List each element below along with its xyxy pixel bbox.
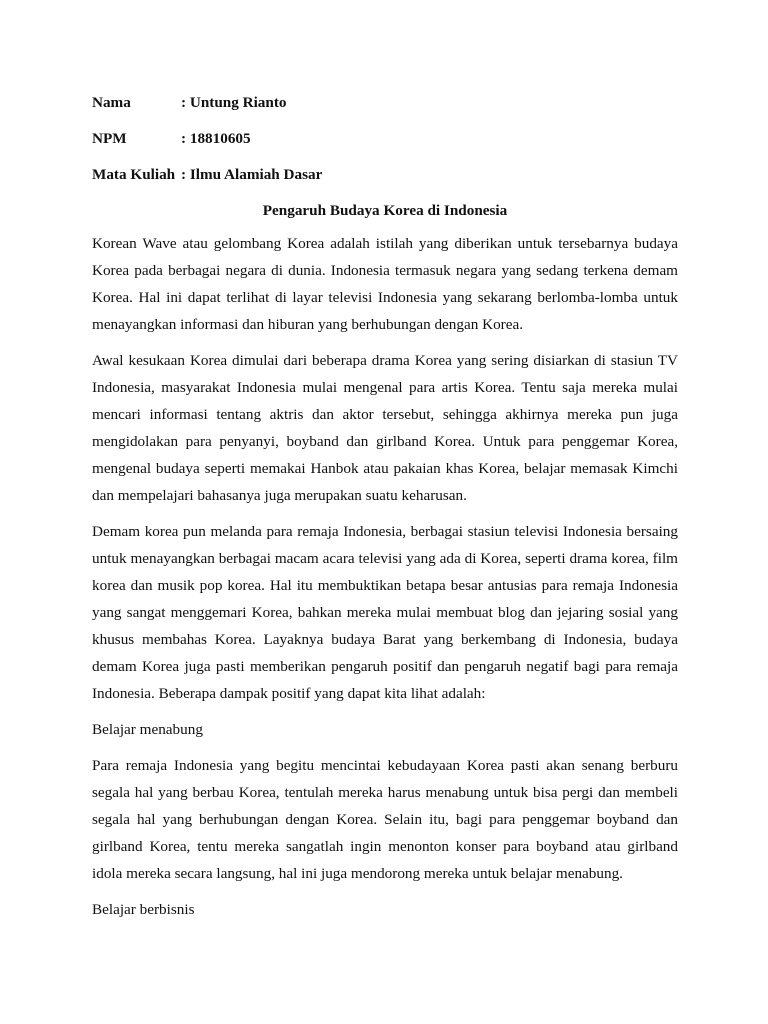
document-page (92, 88, 678, 932)
meta-value-course: : Ilmu Alamiah Dasar (181, 166, 323, 183)
meta-label-name: Nama (92, 94, 131, 111)
paragraph-2: Awal kesukaan Korea dimulai dari beberapa drama Korea yang sering disiarkan di stasiun TV Indonesia, masyarakat Indonesia mulai mengenal para artis Korea. Tentu saja mereka mulai mencari informasi tentang aktris dan aktor tersebut, sehingga akhirnya mereka pun juga mengidolakan para penyanyi, boyband dan girlband Korea. Untuk para penggemar Korea, mengenal budaya seperti memakai Hanbok atau pakaian khas Korea, belajar memasak Kimchi dan mempelajari bahasanya juga merupakan suatu keharusan. (92, 352, 678, 504)
paragraph-saving: Para remaja Indonesia yang begitu mencintai kebudayaan Korea pasti akan senang berburu segala hal yang berbau Korea, tentulah mereka harus menabung untuk bisa pergi dan membeli segala hal yang berhubungan dengan Korea. Selain itu, bagi para penggemar boyband dan girlband Korea, tentu mereka sangatlah ingin menonton konser para boyband atau girlband idola mereka secara langsung, hal ini juga mendorong mereka untuk belajar menabung. (92, 757, 678, 882)
meta-row-name (92, 88, 678, 124)
paragraph-3: Demam korea pun melanda para remaja Indonesia, berbagai stasiun televisi Indonesia bersaing untuk menayangkan berbagai macam acara televisi yang ada di Korea, seperti drama korea, film korea dan musik pop korea. Hal itu membuktikan betapa besar antusias para remaja Indonesia yang sangat menggemari Korea, bahkan mereka mulai membuat blog dan jejaring sosial yang khusus membahas Korea. Layaknya budaya Barat yang berkembang di Indonesia, budaya demam Korea juga pasti memberikan pengaruh positif dan pengaruh negatif bagi para remaja Indonesia. Beberapa dampak positif yang dapat kita lihat adalah: (92, 523, 678, 702)
meta-value-npm: : 18810605 (181, 130, 251, 147)
meta-value-name: : Untung Rianto (181, 94, 287, 111)
section-heading-business: Belajar berbisnis (92, 901, 195, 918)
meta-row-course (92, 160, 678, 196)
section-heading-saving: Belajar menabung (92, 721, 203, 738)
meta-label-course: Mata Kuliah (92, 166, 176, 183)
meta-row-npm (92, 124, 678, 160)
document-title: Pengaruh Budaya Korea di Indonesia (262, 202, 508, 219)
paragraph-1: Korean Wave atau gelombang Korea adalah istilah yang diberikan untuk tersebarnya budaya Korea pada berbagai negara di dunia. Indonesia termasuk negara yang sedang terkena demam Korea. Hal ini dapat terlihat di layar televisi Indonesia yang sekarang berlomba-lomba untuk menayangkan informasi dan hiburan yang berhubungan dengan Korea. (92, 235, 678, 333)
meta-label-npm: NPM (92, 130, 127, 147)
